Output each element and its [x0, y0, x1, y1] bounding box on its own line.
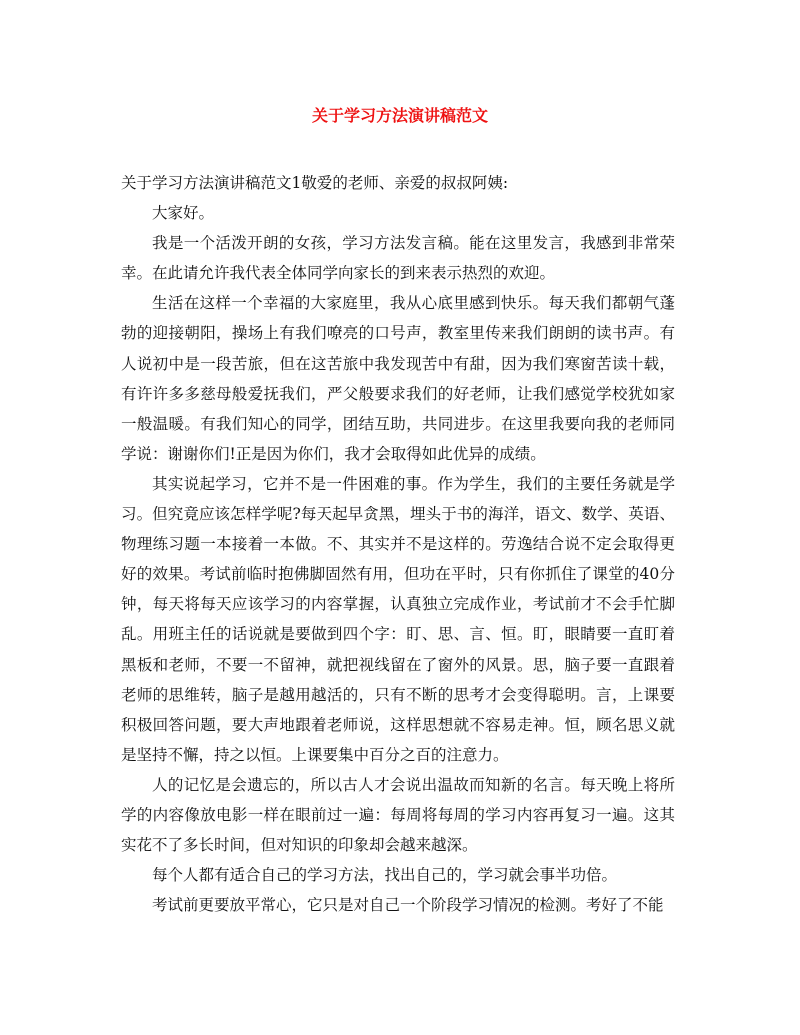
document-body [121, 168, 675, 920]
paragraph-own-method: 每个人都有适合自己的学习方法，找出自己的，学习就会事半功倍。 [152, 866, 618, 885]
paragraph-memory-review: 人的记忆是会遗忘的，所以古人才会说出温故而知新的名言。每天晚上将所学的内容像放电影一样在眼前过一遍：每周将每周的学习内容再复习一遍。这其实花不了多长时间，但对知识的印象却会越来越深。 [121, 775, 675, 855]
paragraph-school-life: 生活在这样一个幸福的大家庭里，我从心底里感到快乐。每天我们都朝气蓬勃的迎接朝阳，操场上有我们嘹亮的口号声，教室里传来我们朗朗的读书声。有人说初中是一段苦旅，但在这苦旅中我发现苦中有甜，因为我们寒窗苦读十载，有许许多多慈母般爱抚我们，严父般要求我们的好老师，让我们感觉学校犹如家一般温暖。有我们知心的同学，团结互助，共同进步。在这里我要向我的老师同学说：谢谢你们!正是因为你们，我才会取得如此优异的成绩。 [121, 294, 675, 463]
document-title: 关于学习方法演讲稿范文 [311, 106, 488, 125]
paragraph-study-method: 其实说起学习，它并不是一件困难的事。作为学生，我们的主要任务就是学习。但究竟应该怎样学呢?每天起早贪黑，埋头于书的海洋，语文、数学、英语、物理练习题一本接着一本做。不、其实并不是这样的。劳逸结合说不定会取得更好的效果。考试前临时抱佛脚固然有用，但功在平时，只有你抓住了课堂的40分钟，每天将每天应该学习的内容掌握，认真独立完成作业，考试前才不会手忙脚乱。用班主任的话说就是要做到四个字：盯、思、言、恒。盯，眼睛要一直盯着黑板和老师，不要一不留神，就把视线留在了窗外的风景。思，脑子要一直跟着老师的思维转，脑子是越用越活的，只有不断的思考才会变得聪明。言，上课要积极回答问题，要大声地跟着老师说，这样思想就不容易走神。恒，顾名思义就是坚持不懈，持之以恒。上课要集中百分之百的注意力。 [121, 474, 675, 764]
paragraph-introduction: 我是一个活泼开朗的女孩，学习方法发言稿。能在这里发言，我感到非常荣幸。在此请允许我代表全体同学向家长的到来表示热烈的欢迎。 [121, 234, 675, 283]
paragraph-exam-attitude: 考试前更要放平常心，它只是对自己一个阶段学习情况的检测。考好了不能 [152, 896, 664, 915]
paragraph-greeting: 大家好。 [152, 204, 215, 223]
paragraph-opening: 关于学习方法演讲稿范文1敬爱的老师、亲爱的叔叔阿姨: [121, 174, 509, 192]
